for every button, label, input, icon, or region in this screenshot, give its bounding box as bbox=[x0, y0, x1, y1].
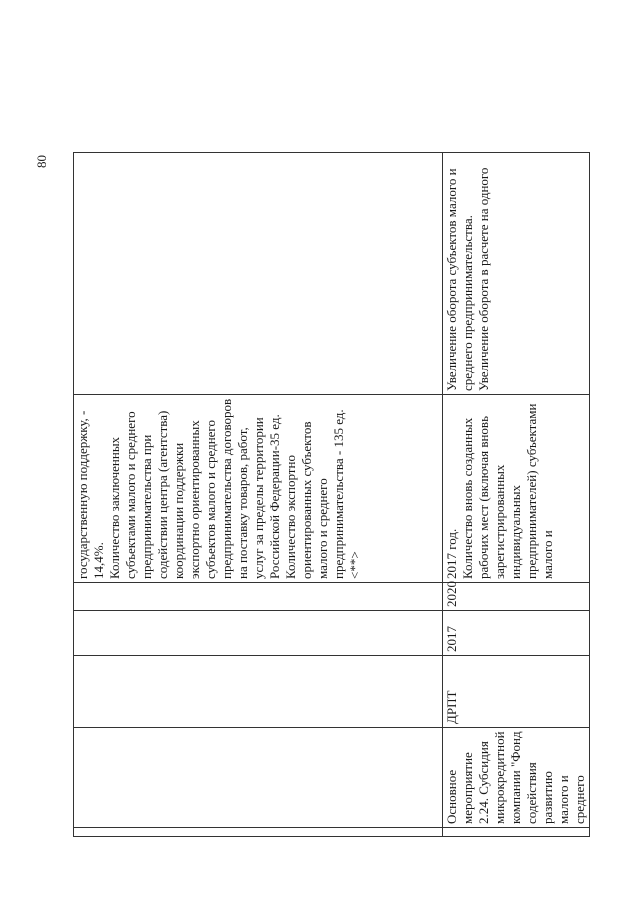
indicator-cell: государственную поддержку, - 14,4%. Количество заключенных субъектами малого и среднего предпринимательства при содействии центра (агентства) координации поддержки экспортно ориентированных субъектов малого и среднего предпринимательства договоров на поставку товаров, работ, услуг за пределы территории Российской Федерации-35 ед. Количество экспортно ориентированных субъектов малого и среднего предпринимательства - 135 ед. <**> bbox=[74, 395, 443, 583]
table-row bbox=[443, 153, 590, 837]
effect-cell: Увеличение оборота субъектов малого и среднего предпринимательства. Увеличение оборота в расчете на одного bbox=[443, 153, 590, 395]
activity-name-cell bbox=[74, 728, 443, 828]
effect-cell bbox=[74, 153, 443, 395]
page-number: 80 bbox=[34, 155, 49, 168]
start-year-cell bbox=[74, 611, 443, 656]
executor-cell: ДРПТ bbox=[443, 656, 590, 728]
activity-name-cell: Основное мероприятие 2.24. Субсидия микрокредитной компании "Фонд содействия развитию малого и среднего bbox=[443, 728, 590, 828]
rotated-table-area bbox=[73, 153, 587, 837]
indicator-cell: 2017 год. Количество вновь созданных рабочих мест (включая вновь зарегистрированных индивидуальных предпринимателей) субъектами малого и bbox=[443, 395, 590, 583]
start-year-cell: 2017 bbox=[443, 611, 590, 656]
row-number-cell bbox=[74, 828, 443, 837]
row-number-cell bbox=[443, 828, 590, 837]
executor-cell bbox=[74, 656, 443, 728]
program-activities-table bbox=[73, 152, 590, 837]
end-year-cell bbox=[74, 583, 443, 611]
end-year-cell: 2020 bbox=[443, 583, 590, 611]
table-row bbox=[74, 153, 443, 837]
rotated-table-container bbox=[73, 153, 587, 837]
